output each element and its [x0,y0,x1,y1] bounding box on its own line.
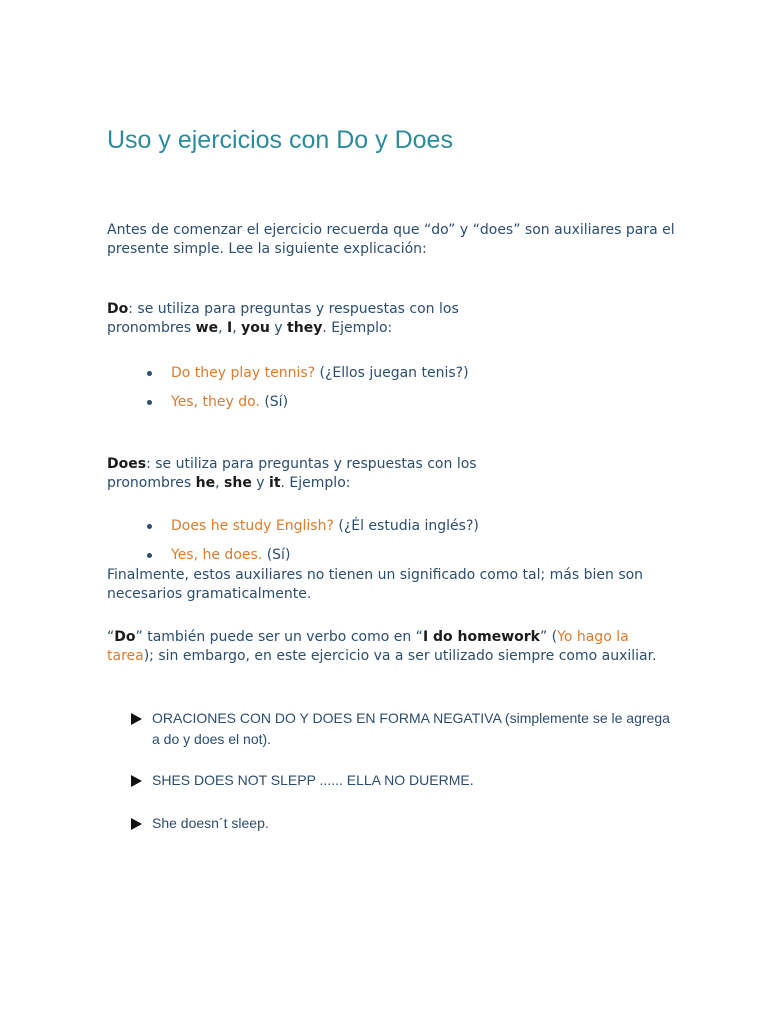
example-phrase: I do homework [422,629,540,645]
pronoun-they: they [287,320,323,336]
example-english: Yes, he does. [171,547,263,563]
contraction-text: She doesn´t sleep. [152,815,269,831]
verb-note-paragraph [107,628,667,666]
list-item [147,364,469,393]
bullet-icon [147,553,152,558]
pronoun-it: it [269,475,281,491]
note-text: ” también puede ser un verbo como en “ [135,629,423,645]
negative-rule-text: ORACIONES CON DO Y DOES EN FORMA NEGATIVA (simplemente se le agrega a do y does el not). [152,710,670,747]
does-term: Does [107,456,147,472]
triangle-right-icon [131,713,142,725]
note-text: ” ( [539,629,558,645]
do-explanation [107,300,527,338]
example-english: Yes, they do. [171,394,260,410]
negative-example-item [131,770,671,791]
example-english: Does he study English? [171,518,334,534]
example-spanish: (¿Él estudia inglés?) [333,518,479,534]
do-verb: Do [114,629,136,645]
does-text: : se utiliza para preguntas y respuestas con los pronombres [107,456,477,491]
list-item [147,546,479,566]
finally-paragraph: Finalmente, estos auxiliares no tienen un significado como tal; más bien son necesarios gramaticalmente. [107,567,644,602]
triangle-right-icon [131,775,142,787]
pronoun-i: I [227,320,233,336]
bullet-icon [147,524,152,529]
contraction-item [131,813,671,834]
does-explanation [107,455,527,493]
bullet-icon [147,400,152,405]
sep: , [215,475,225,491]
do-text-end: . Ejemplo: [322,320,393,336]
do-text: : se utiliza para preguntas y respuestas con los pronombres [107,301,459,336]
example-english: Do they play tennis? [171,365,316,381]
pronoun-you: you [241,320,270,336]
sep: , [232,320,242,336]
does-examples-list [147,517,479,566]
does-text-end: . Ejemplo: [280,475,351,491]
sep: , [218,320,228,336]
list-item [147,517,479,546]
example-spanish: (Sí) [262,547,291,563]
negative-rule-item [131,708,671,750]
pronoun-he: he [195,475,216,491]
list-item [147,393,469,422]
pronoun-we: we [195,320,219,336]
negative-example-text: SHES DOES NOT SLEPP ...... ELLA NO DUERME. [152,772,474,788]
example-spanish: (Sí) [259,394,289,410]
sep: y [269,320,288,336]
page-title: Uso y ejercicios con Do y Does [107,126,453,154]
example-spanish: (¿Ellos juegan tenis?) [315,365,469,381]
do-examples-list [147,364,469,422]
sep: y [251,475,270,491]
intro-paragraph: Antes de comenzar el ejercicio recuerda que “do” y “does” son auxiliares para el presente simple. Lee la siguiente explicación: [107,222,675,257]
note-text: ); sin embargo, en este ejercicio va a ser utilizado siempre como auxiliar. [143,648,657,664]
quote: “ [107,629,115,645]
triangle-right-icon [131,818,142,830]
pronoun-she: she [224,475,252,491]
bullet-icon [147,371,152,376]
translation: Yo hago la tarea [107,629,629,664]
do-term: Do [107,301,129,317]
